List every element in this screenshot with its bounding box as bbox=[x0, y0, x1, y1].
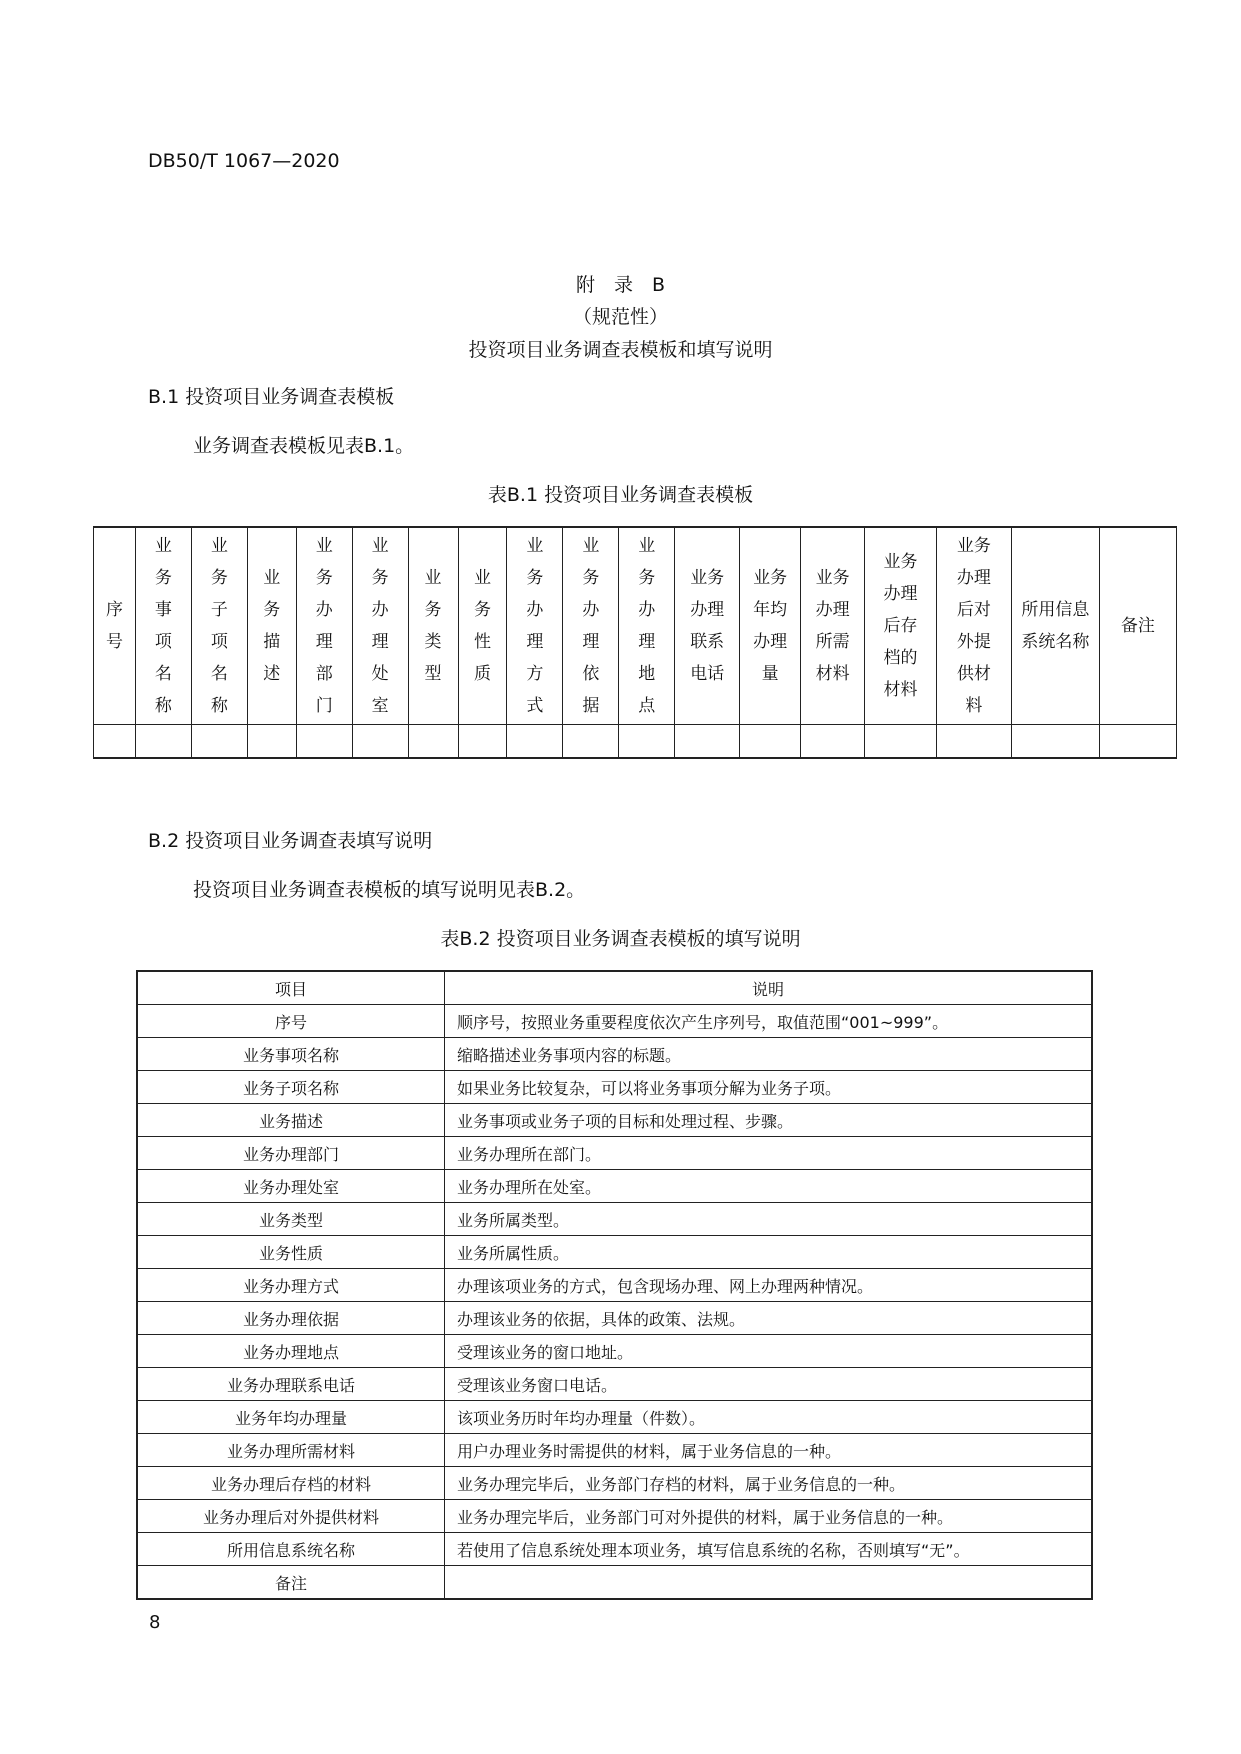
empty-cell[interactable] bbox=[563, 725, 619, 759]
row-item: 业务办理后存档的材料 bbox=[137, 1467, 445, 1500]
row-description: 办理该业务的依据，具体的政策、法规。 bbox=[445, 1302, 1093, 1335]
table-row bbox=[137, 1335, 1092, 1368]
column-header-label: 业务年均办理量 bbox=[753, 568, 788, 684]
column-header bbox=[408, 527, 458, 725]
empty-cell[interactable] bbox=[801, 725, 865, 759]
empty-cell[interactable] bbox=[458, 725, 507, 759]
row-description: 受理该业务的窗口地址。 bbox=[445, 1335, 1093, 1368]
fill-instructions-table bbox=[136, 970, 1093, 1600]
column-header-label: 业务办理部门 bbox=[315, 536, 333, 716]
empty-cell[interactable] bbox=[675, 725, 740, 759]
row-item: 业务描述 bbox=[137, 1104, 445, 1137]
row-item: 业务子项名称 bbox=[137, 1071, 445, 1104]
row-item: 备注 bbox=[137, 1566, 445, 1600]
row-description: 业务办理完毕后，业务部门可对外提供的材料，属于业务信息的一种。 bbox=[445, 1500, 1093, 1533]
column-header-label: 业务办理联系电话 bbox=[690, 568, 725, 684]
table-row bbox=[137, 1434, 1092, 1467]
row-item: 业务类型 bbox=[137, 1203, 445, 1236]
column-header bbox=[619, 527, 675, 725]
table-b2-caption: 表B.2 投资项目业务调查表模板的填写说明 bbox=[440, 928, 801, 950]
empty-cell[interactable] bbox=[296, 725, 352, 759]
empty-cell[interactable] bbox=[865, 725, 937, 759]
column-header-label: 业务子项名称 bbox=[210, 536, 228, 716]
column-header bbox=[740, 527, 801, 725]
appendix-title: 附 录 B bbox=[575, 274, 666, 296]
table-header-row bbox=[94, 527, 1177, 725]
table-row bbox=[137, 1467, 1092, 1500]
empty-cell[interactable] bbox=[191, 725, 247, 759]
column-header-label: 业务办理所需材料 bbox=[815, 568, 850, 684]
column-header bbox=[675, 527, 740, 725]
table-b1-caption: 表B.1 投资项目业务调查表模板 bbox=[487, 484, 754, 506]
empty-cell[interactable] bbox=[936, 725, 1011, 759]
row-item: 业务事项名称 bbox=[137, 1038, 445, 1071]
table-row bbox=[137, 1500, 1092, 1533]
column-header-label: 业务类型 bbox=[424, 568, 442, 684]
column-header bbox=[191, 527, 247, 725]
column-header bbox=[458, 527, 507, 725]
row-item: 业务办理依据 bbox=[137, 1302, 445, 1335]
survey-template-table bbox=[93, 526, 1177, 759]
table-row bbox=[137, 1104, 1092, 1137]
row-description: 若使用了信息系统处理本项业务，填写信息系统的名称，否则填写“无”。 bbox=[445, 1533, 1093, 1566]
column-header-label: 业务办理后对外提供材料 bbox=[956, 536, 991, 716]
column-header-label: 业务办理依据 bbox=[582, 536, 600, 716]
row-description: 该项业务历时年均办理量（件数）。 bbox=[445, 1401, 1093, 1434]
header-description: 说明 bbox=[445, 971, 1093, 1005]
header-item: 项目 bbox=[137, 971, 445, 1005]
appendix-nature: （规范性） bbox=[572, 306, 668, 328]
empty-cell[interactable] bbox=[247, 725, 296, 759]
table-row bbox=[137, 1137, 1092, 1170]
empty-cell[interactable] bbox=[352, 725, 408, 759]
table-row bbox=[137, 1533, 1092, 1566]
document-id: DB50/T 1067—2020 bbox=[148, 150, 340, 172]
column-header-label: 业务办理方式 bbox=[526, 536, 544, 716]
page-number: 8 bbox=[149, 1612, 161, 1633]
table-row bbox=[137, 1203, 1092, 1236]
table-row bbox=[137, 1401, 1092, 1434]
row-item: 业务办理处室 bbox=[137, 1170, 445, 1203]
column-header bbox=[801, 527, 865, 725]
column-header bbox=[1011, 527, 1099, 725]
column-header bbox=[865, 527, 937, 725]
column-header bbox=[296, 527, 352, 725]
appendix-name: 投资项目业务调查表模板和填写说明 bbox=[468, 339, 773, 361]
column-header bbox=[563, 527, 619, 725]
column-header bbox=[247, 527, 296, 725]
row-item: 所用信息系统名称 bbox=[137, 1533, 445, 1566]
row-description: 顺序号，按照业务重要程度依次产生序列号，取值范围“001~999”。 bbox=[445, 1005, 1093, 1038]
row-description: 业务办理所在处室。 bbox=[445, 1170, 1093, 1203]
row-item: 业务办理所需材料 bbox=[137, 1434, 445, 1467]
row-description bbox=[445, 1566, 1093, 1600]
row-item: 序号 bbox=[137, 1005, 445, 1038]
column-header bbox=[936, 527, 1011, 725]
row-item: 业务办理地点 bbox=[137, 1335, 445, 1368]
table-row bbox=[137, 1236, 1092, 1269]
row-description: 如果业务比较复杂，可以将业务事项分解为业务子项。 bbox=[445, 1071, 1093, 1104]
row-item: 业务性质 bbox=[137, 1236, 445, 1269]
table-header-row bbox=[137, 971, 1092, 1005]
row-description: 业务办理所在部门。 bbox=[445, 1137, 1093, 1170]
row-item: 业务办理联系电话 bbox=[137, 1368, 445, 1401]
table-empty-row bbox=[94, 725, 1177, 759]
table-row bbox=[137, 1038, 1092, 1071]
row-description: 业务办理完毕后，业务部门存档的材料，属于业务信息的一种。 bbox=[445, 1467, 1093, 1500]
section-b1-heading: B.1 投资项目业务调查表模板 bbox=[148, 386, 395, 408]
column-header-label: 业务办理处室 bbox=[371, 536, 389, 716]
empty-cell[interactable] bbox=[1099, 725, 1176, 759]
column-header-label: 所用信息系统名称 bbox=[1021, 600, 1090, 652]
empty-cell[interactable] bbox=[408, 725, 458, 759]
row-description: 业务事项或业务子项的目标和处理过程、步骤。 bbox=[445, 1104, 1093, 1137]
table-row bbox=[137, 1170, 1092, 1203]
row-description: 业务所属类型。 bbox=[445, 1203, 1093, 1236]
row-item: 业务办理后对外提供材料 bbox=[137, 1500, 445, 1533]
row-description: 办理该项业务的方式，包含现场办理、网上办理两种情况。 bbox=[445, 1269, 1093, 1302]
row-description: 缩略描述业务事项内容的标题。 bbox=[445, 1038, 1093, 1071]
table-row bbox=[137, 1071, 1092, 1104]
row-item: 业务办理方式 bbox=[137, 1269, 445, 1302]
column-header bbox=[135, 527, 191, 725]
row-item: 业务年均办理量 bbox=[137, 1401, 445, 1434]
column-header-label: 业务描述 bbox=[263, 568, 281, 684]
column-header bbox=[94, 527, 136, 725]
section-b1-text: 业务调查表模板见表B.1。 bbox=[193, 435, 415, 457]
empty-cell[interactable] bbox=[507, 725, 563, 759]
column-header bbox=[352, 527, 408, 725]
empty-cell[interactable] bbox=[94, 725, 136, 759]
row-item: 业务办理部门 bbox=[137, 1137, 445, 1170]
empty-cell[interactable] bbox=[135, 725, 191, 759]
column-header-label: 业务性质 bbox=[473, 568, 491, 684]
empty-cell[interactable] bbox=[740, 725, 801, 759]
table-row bbox=[137, 1269, 1092, 1302]
column-header-label: 备注 bbox=[1120, 616, 1155, 636]
table-row bbox=[137, 1005, 1092, 1038]
column-header bbox=[507, 527, 563, 725]
section-b2-text: 投资项目业务调查表模板的填写说明见表B.2。 bbox=[193, 879, 586, 901]
section-b2-heading: B.2 投资项目业务调查表填写说明 bbox=[148, 830, 433, 852]
column-header-label: 业务办理后存档的材料 bbox=[883, 552, 918, 700]
column-header-label: 序号 bbox=[105, 600, 123, 652]
row-description: 业务所属性质。 bbox=[445, 1236, 1093, 1269]
row-description: 用户办理业务时需提供的材料，属于业务信息的一种。 bbox=[445, 1434, 1093, 1467]
empty-cell[interactable] bbox=[1011, 725, 1099, 759]
row-description: 受理该业务窗口电话。 bbox=[445, 1368, 1093, 1401]
table-row bbox=[137, 1566, 1092, 1600]
empty-cell[interactable] bbox=[619, 725, 675, 759]
column-header bbox=[1099, 527, 1176, 725]
table-row bbox=[137, 1368, 1092, 1401]
column-header-label: 业务办理地点 bbox=[638, 536, 656, 716]
column-header-label: 业务事项名称 bbox=[154, 536, 172, 716]
table-row bbox=[137, 1302, 1092, 1335]
